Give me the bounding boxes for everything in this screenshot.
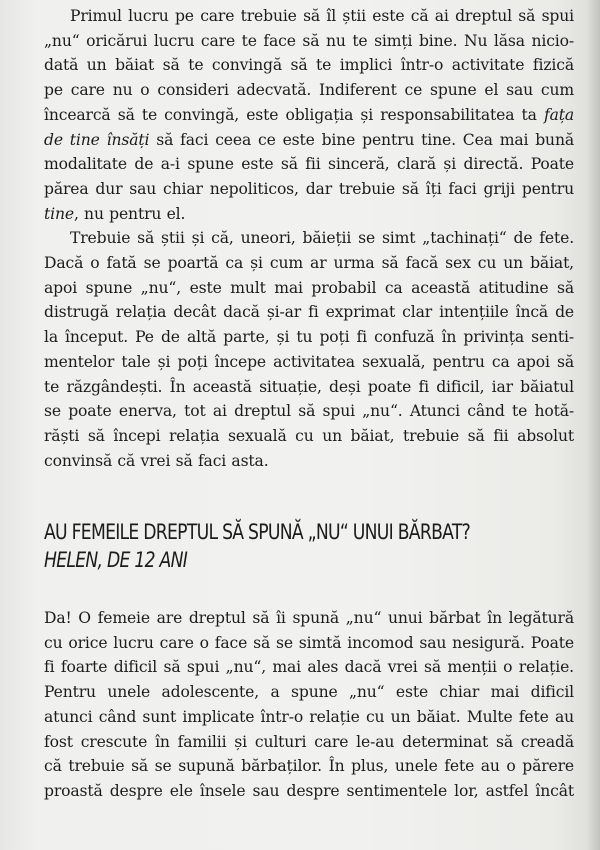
text-line: apoi spune „nu“, este mult mai probabil ca această atitudine să: [44, 278, 574, 297]
paragraph-answer: [44, 606, 574, 804]
text-line: convinsă că vrei să faci asta.: [44, 451, 269, 470]
upper-text-block: [44, 4, 574, 473]
text-line: te răzgândești. În această situație, deși poate fi dificil, iar băiatul: [44, 377, 574, 396]
paragraph-teasing: [44, 226, 574, 473]
text-line: fost crescute în familii și culturi care le-au determinat să creadă: [44, 732, 574, 751]
text-line: proastă despre ele însele sau despre sentimentele lor, astfel încât: [44, 781, 574, 800]
text-line: atunci când sunt implicate într-o relație cu un băiat. Multe fete au: [44, 707, 574, 726]
text-line: Da! O femeie are dreptul să îi spună „nu“ unui bărbat în legătură: [44, 609, 574, 627]
text-line: distrugă relația decât dacă și-ar fi exprimat clar intențiile încă de: [44, 303, 574, 322]
text-line: că trebuie să se supună bărbaților. În plus, unele fete au o părere: [44, 757, 574, 776]
text-line: pe care nu o consideri adecvată. Indiferent ce spune el sau cum: [44, 81, 574, 100]
question-author: HELEN, DE 12 ANI: [44, 548, 188, 572]
text-line: Pentru unele adolescente, a spune „nu“ este chiar mai dificil: [44, 683, 574, 702]
text-line: de tine însăți să faci ceea ce este bine pentru tine. Cea mai bună: [44, 130, 574, 149]
emphasis-text: fața: [543, 105, 574, 124]
text-line: Trebuie să știi și că, uneori, băieții se simt „tachinați“ de fete.: [70, 229, 574, 248]
emphasis-text: de tine însăți: [44, 130, 150, 149]
text-line: la început. Pe de altă parte, și tu poți fi confuză în privința senti-: [44, 328, 574, 347]
page-edge-shadow: [586, 0, 600, 850]
text-line: cu orice lucru care o face să se simtă incomod sau nesigură. Poate: [44, 633, 574, 652]
text-line: părea dur sau chiar nepoliticos, dar trebuie să îți faci griji pentru: [44, 179, 574, 198]
text-line: încearcă să te convingă, este obligația și responsabilitatea ta fața: [44, 105, 574, 124]
question-heading: [44, 518, 574, 574]
text-line: modalitate de a-i spune este să fii sinceră, clară și directă. Poate: [44, 155, 574, 174]
answer-text-block: [44, 606, 574, 804]
text-line: tine, nu pentru el.: [44, 204, 186, 223]
text-line: se poate enerva, tot ai dreptul să spui „nu“. Atunci când te hotă-: [44, 402, 574, 421]
question-title: AU FEMEILE DREPTUL SĂ SPUNĂ „NU“ UNUI BĂRBAT?: [44, 520, 471, 544]
paragraph-right-to-say-no: [44, 4, 574, 226]
text-line: mentelor tale și poți începe activitatea sexuală, pentru ca apoi să: [44, 352, 574, 371]
text-line: Dacă o fată se poartă ca și cum ar urma să facă sex cu un băiat,: [44, 254, 574, 273]
emphasis-text: tine: [44, 204, 74, 223]
text-line: răști să începi relația sexuală cu un băiat, trebuie să fii absolut: [44, 426, 574, 445]
text-line: dată un băiat să te convingă să te implici într-o activitate fizică: [44, 56, 574, 75]
text-line: „nu“ oricărui lucru care te face să nu te simți bine. Nu lăsa nicio-: [44, 31, 574, 50]
text-line: Primul lucru pe care trebuie să îl știi este că ai dreptul să spui: [70, 7, 574, 25]
text-line: fi foarte dificil să spui „nu“, mai ales dacă vrei să menții o relație.: [44, 658, 574, 677]
